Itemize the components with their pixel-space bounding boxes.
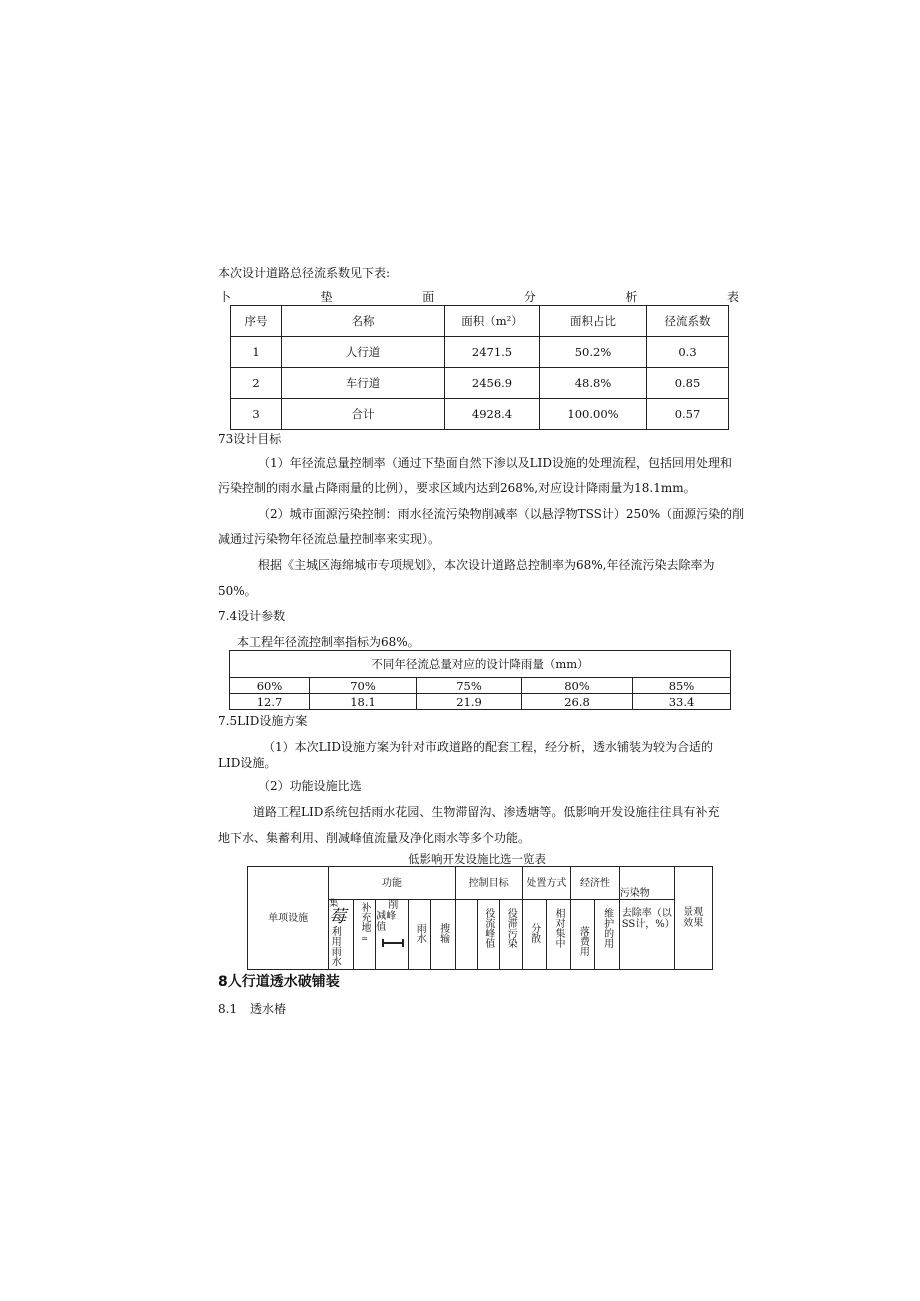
table-header-row: [231, 306, 729, 337]
table-row: [231, 399, 729, 430]
caption-char: 垫: [320, 290, 333, 304]
paragraph: （2）城市面源污染控制：雨水径流污染物削减率（以悬浮物TSS计）250%（面源污染的削: [258, 507, 745, 521]
peak-flow-control-header: [477, 900, 499, 970]
recharge-sub: =: [361, 934, 368, 943]
pollution-control-header: [500, 900, 522, 970]
table3-caption: 低影响开发设施比选一览表: [408, 852, 546, 866]
table-cell: 18.1: [310, 694, 417, 710]
table-cell: 人行道: [282, 337, 445, 368]
centralized-header: [546, 900, 570, 970]
economy-group-header: 经济性: [571, 867, 620, 900]
header-cell: 面积（m²）: [445, 306, 540, 337]
header-cell: 序号: [231, 306, 282, 337]
table-cell: 85%: [633, 678, 731, 694]
header-cell: 面积占比: [540, 306, 647, 337]
control-empty-cell: [455, 900, 477, 970]
section-7-5-heading: 7.5LID设施方案: [218, 714, 308, 728]
table-title: 不同年径流总量对应的设计降雨量（mm）: [230, 651, 731, 678]
construction-cost-header: [571, 900, 595, 970]
section-8-1-title: 透水椿: [250, 1002, 287, 1016]
paragraph: 50%。: [218, 584, 257, 598]
intro-text: 本次设计道路总径流系数见下表:: [218, 266, 391, 280]
table-cell: 60%: [230, 678, 310, 694]
runoff-coefficient-table: [230, 305, 729, 430]
paragraph: 减通过污染物年径流总量控制率来实现）。: [218, 532, 441, 546]
pollutant-removal-label: 去除率（以SS计，%）: [621, 908, 675, 930]
table-cell: 2471.5: [445, 337, 540, 368]
dispersed-header: [522, 900, 546, 970]
recharge-header: [353, 900, 375, 970]
table-cell: 1: [231, 337, 282, 368]
collect-use-rain-header: [329, 900, 354, 970]
pollutant-header-top: 污染物: [619, 867, 674, 900]
table-cell: 3: [231, 399, 282, 430]
peak-flow-label: 役流峰值: [482, 908, 494, 948]
single-facility-header: 单项设施: [248, 867, 329, 970]
paragraph: （2）功能设施比选: [258, 779, 362, 793]
table-cell: 21.9: [417, 694, 522, 710]
collect-label: 集: [329, 899, 339, 909]
paragraph: （1）本次LID设施方案为针对市政道路的配套工程，经分析，透水铺装为较为合适的: [263, 740, 713, 754]
header-cell: 径流系数: [647, 306, 729, 337]
pollution-label: 役滞污染: [505, 908, 517, 948]
table-cell: 车行道: [282, 368, 445, 399]
table-header-row: [248, 867, 713, 900]
caption-char: 卜: [219, 290, 232, 304]
table-cell: 合计: [282, 399, 445, 430]
collect-glyph: 莓: [329, 907, 347, 927]
table-cell: 2456.9: [445, 368, 540, 399]
disposal-group-header: 处置方式: [522, 867, 571, 900]
table-row: [230, 678, 731, 694]
paragraph: 污染控制的雨水量占降雨量的比例），要求区域内达到268%,对应设计降雨量为18.1mm。: [218, 481, 696, 495]
paragraph: 本工程年径流控制率指标为68%。: [237, 635, 420, 649]
section-7-4-heading: 7.4设计参数: [218, 609, 286, 623]
construction-cost-label: 落费用: [577, 926, 589, 956]
paragraph: 地下水、集蓄利用、削减峰值流量及净化雨水等多个功能。: [218, 831, 531, 845]
section-8-1-number: 8.1: [218, 1002, 238, 1016]
peak-top-label: 削: [388, 900, 399, 911]
table1-caption: [219, 289, 739, 305]
table-cell: 12.7: [230, 694, 310, 710]
table-cell: 33.4: [633, 694, 731, 710]
landscape-header: [674, 867, 712, 970]
table-cell: 0.85: [647, 368, 729, 399]
section-7-3-heading: 73设计目标: [218, 432, 282, 446]
caption-char: 表: [726, 290, 739, 304]
bracket-icon: [382, 939, 404, 947]
table-cell: 0.57: [647, 399, 729, 430]
table-title-row: [230, 651, 731, 678]
lid-facility-comparison-table: [247, 866, 713, 970]
transport-header: [431, 900, 455, 970]
table-cell: 75%: [417, 678, 522, 694]
paragraph: 道路工程LID系统包括雨水花园、生物滞留沟、渗透塘等。低影响开发设施往往具有补充: [253, 805, 720, 819]
table-row: [231, 337, 729, 368]
table-cell: 0.3: [647, 337, 729, 368]
table-cell: 80%: [522, 678, 633, 694]
rainwater-label: 雨水: [414, 923, 426, 943]
caption-char: 分: [523, 290, 536, 304]
paragraph: 根据《主城区海绵城市专项规划》，本次设计道路总控制率为68%,年径流污染去除率为: [258, 558, 715, 572]
pollutant-removal-header: [619, 900, 674, 970]
peak-reduction-header: [376, 900, 409, 970]
recharge-label: 补充地: [359, 902, 371, 932]
table-cell: 100.00%: [540, 399, 647, 430]
function-group-header: 功能: [329, 867, 456, 900]
maintenance-cost-header: [595, 900, 619, 970]
control-target-group-header: 控制目标: [455, 867, 522, 900]
table-cell: 4928.4: [445, 399, 540, 430]
peak-body-label: 减峰值: [376, 911, 397, 933]
table-cell: 26.8: [522, 694, 633, 710]
design-rainfall-table: [229, 650, 731, 710]
use-rain-label: 利用雨水: [329, 926, 341, 966]
paragraph: LID设施。: [218, 756, 277, 770]
rainwater-header: [409, 900, 431, 970]
caption-char: 析: [625, 290, 638, 304]
dispersed-label: 分散: [528, 923, 540, 943]
table-cell: 48.8%: [540, 368, 647, 399]
section-8-heading: 8人行道透水破铺装: [218, 974, 340, 990]
transport-label: 搜输: [437, 923, 449, 943]
table-row: [230, 694, 731, 710]
table-cell: 50.2%: [540, 337, 647, 368]
table-row: [231, 368, 729, 399]
paragraph: （1）年径流总量控制率（通过下垫面自然下渗以及LID设施的处理流程，包括回用处理和: [258, 456, 732, 470]
header-cell: 名称: [282, 306, 445, 337]
table-cell: 70%: [310, 678, 417, 694]
centralized-label: 相对集中: [552, 908, 564, 948]
caption-char: 面: [422, 290, 435, 304]
landscape-label: 景观效果: [683, 907, 704, 929]
table-cell: 2: [231, 368, 282, 399]
maintenance-cost-label: 维护的用: [601, 908, 613, 948]
